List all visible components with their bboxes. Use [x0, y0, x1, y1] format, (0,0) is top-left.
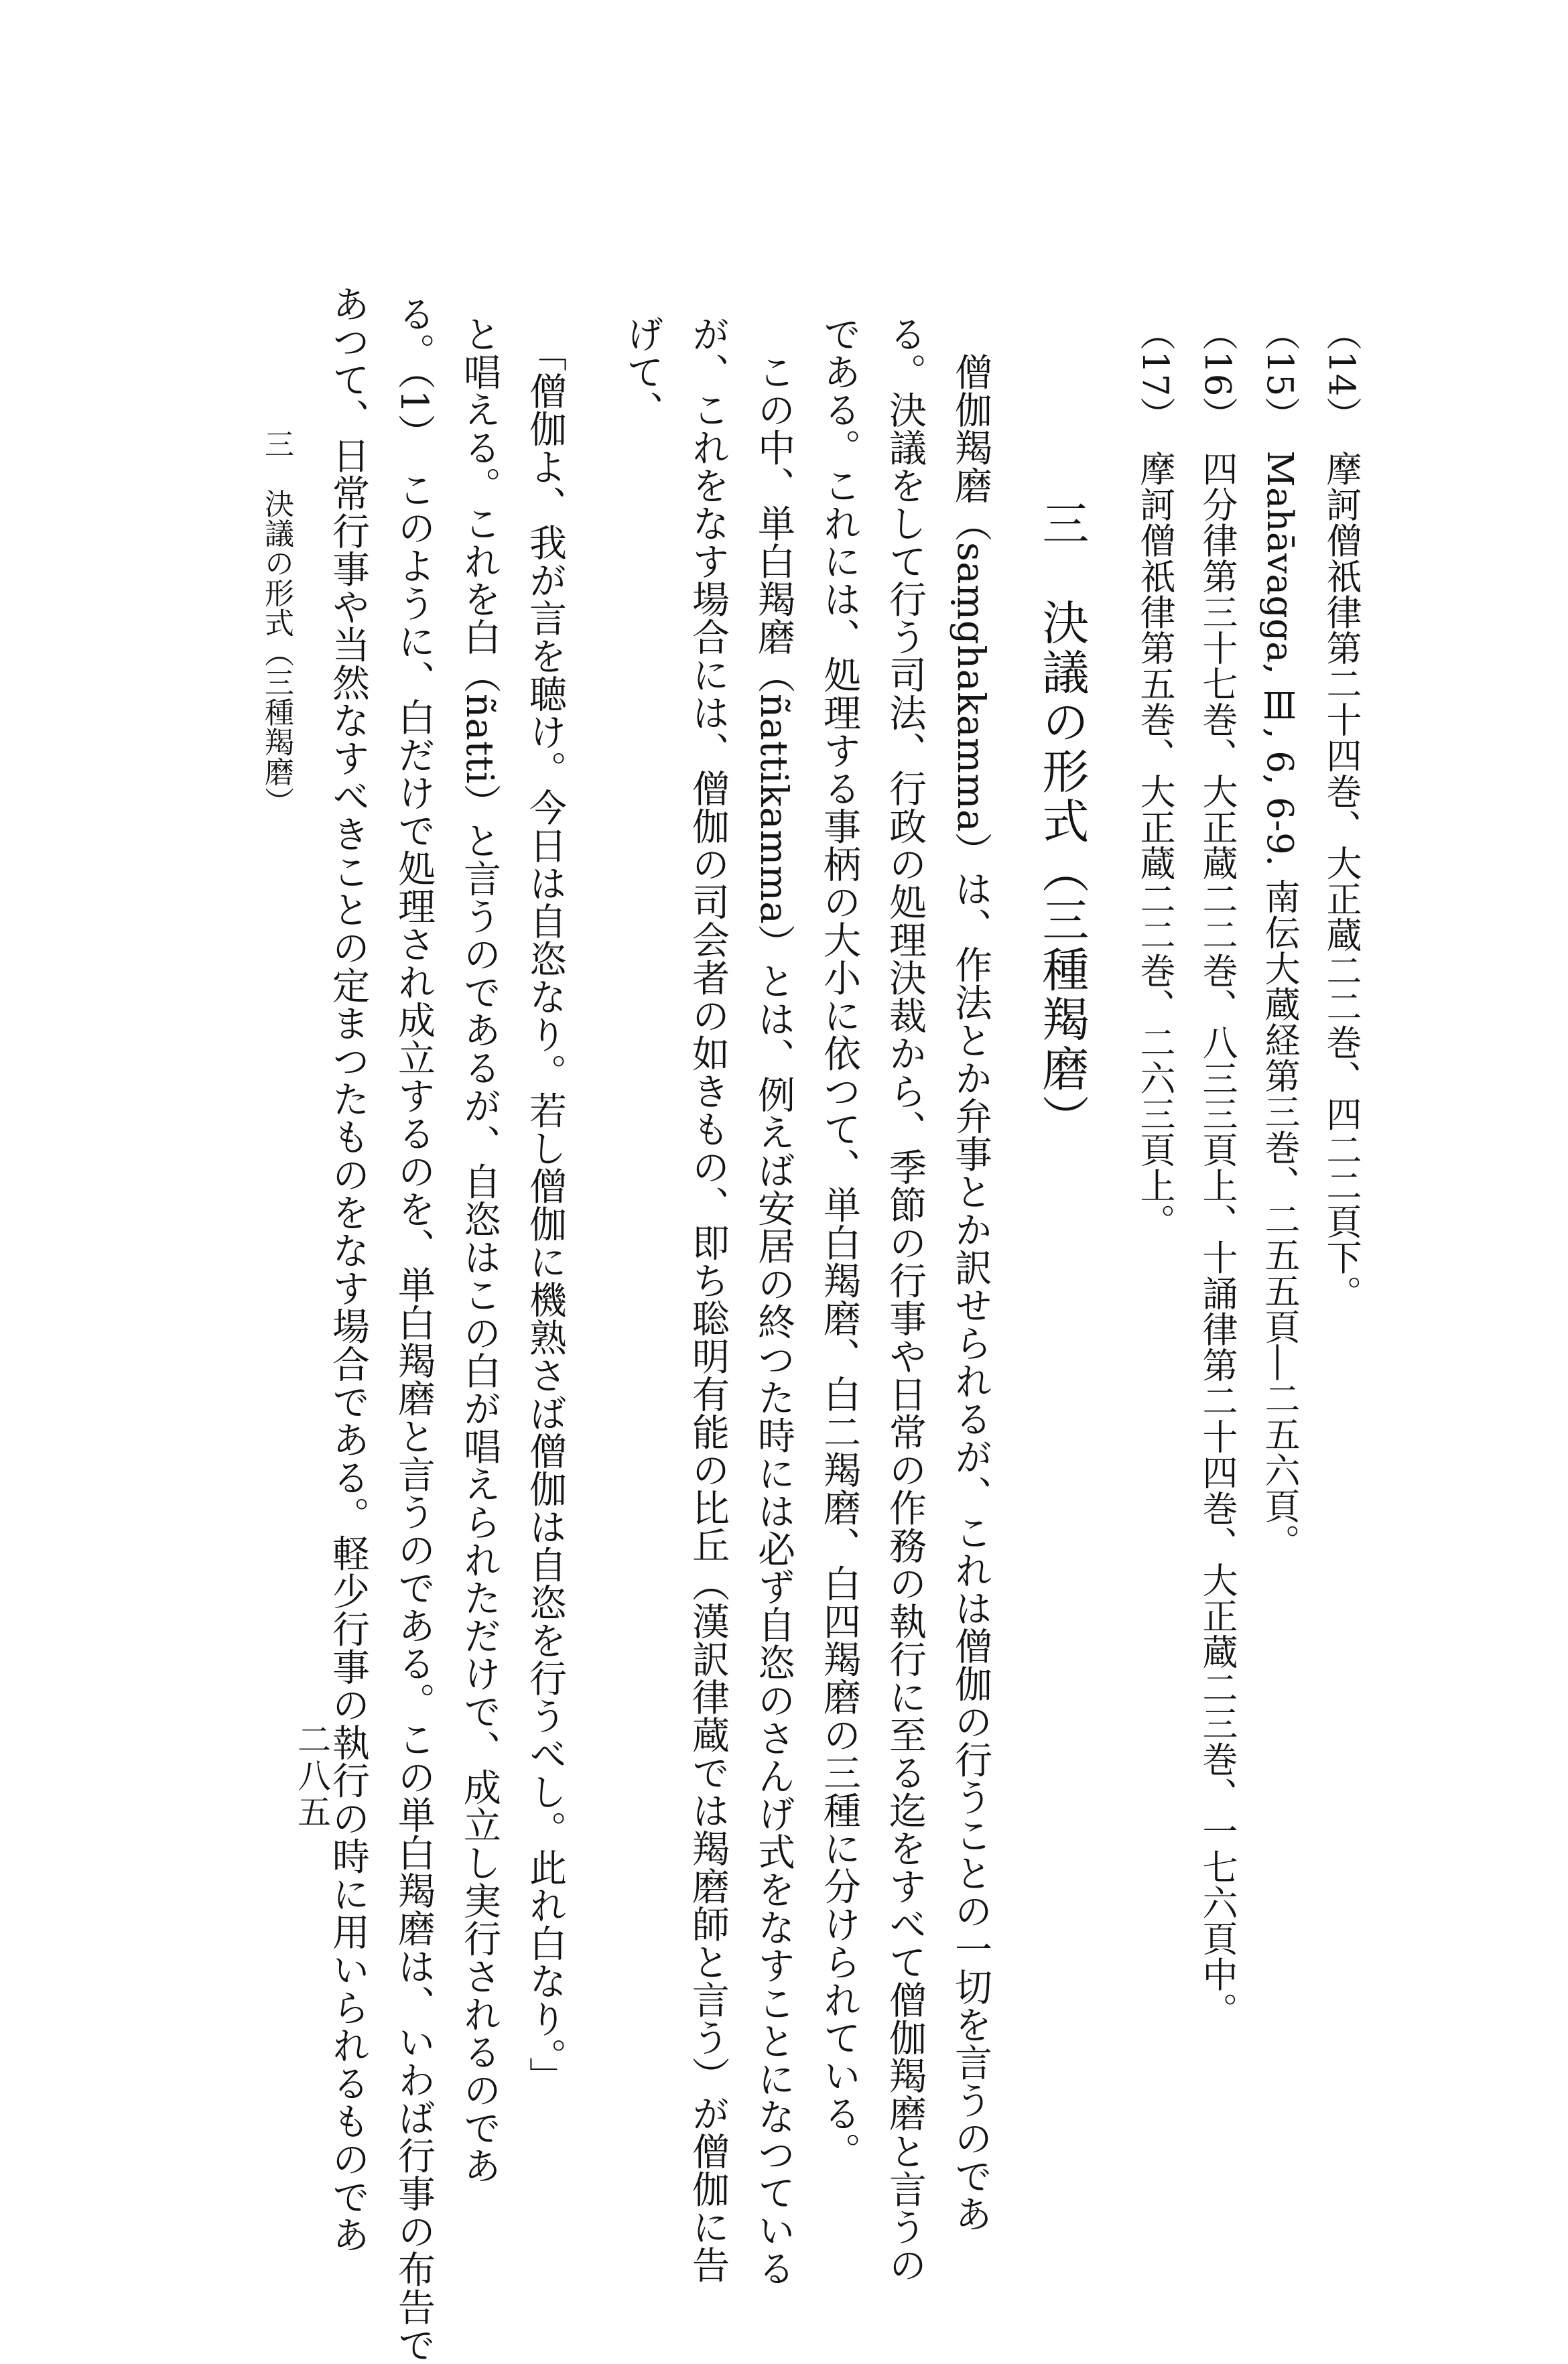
- note-15: （15） Mahāvagga, Ⅲ, 6, 6-9. 南伝大蔵経第三巻、二五五頁―二五六頁。: [1259, 315, 1300, 1560]
- running-head: 三 決議の形式（三種羯磨）: [259, 429, 293, 817]
- body-line-9: る。（1） このように、白だけで処理され成立するのを、単白羯磨と言うのである。この単白羯磨は、いわば行事の布告で: [392, 295, 436, 2364]
- body-line-5: が、これをなす場合には、僧伽の司会者の如きもの、即ち聡明有能の比丘（漢訳律蔵では羯磨師と言う）が僧伽に告: [686, 315, 730, 2284]
- body-line-7: 「僧伽よ、我が言を聴け。今日は自恣なり。若し僧伽に機熟さば僧伽は自恣を行うべし。此れ白なり。」: [523, 315, 567, 2095]
- body-line-3: である。これには、処理する事柄の大小に依つて、単白羯磨、白二羯磨、白四羯磨の三種に分けられている。: [818, 315, 861, 2170]
- body-line-2: る。決議をして行う司法、行政の処理決裁から、季節の行事や日常の作務の執行に至る迄をすべて僧伽羯磨と言うの: [883, 315, 927, 2284]
- note-14: （14） 摩訶僧祇律第二十四巻、大正蔵二二巻、四二二頁下。: [1321, 315, 1362, 1311]
- body-line-1: 僧伽羯磨（saṃghakamma）は、作法とか弁事とか訳せられるが、これは僧伽の行うことの一切を言うのであ: [949, 315, 992, 2233]
- body-line-8: と唱える。これを白（ñatti）と言うのであるが、自恣はこの白が唱えられただけで、成立し実行されるのであ: [458, 315, 501, 2185]
- note-16: （16） 四分律第三十七巻、大正蔵二二巻、八三三頁上、十誦律第二十四巻、大正蔵二三巻、一七六頁中。: [1197, 315, 1238, 2028]
- section-heading: 三 決議の形式（三種羯磨）: [1035, 499, 1090, 1144]
- body-line-10: あつて、日常行事や当然なすべきことの定まつたものをなす場合である。軽少行事の執行の時に用いられるものであ: [326, 285, 370, 2253]
- note-17: （17） 摩訶僧祇律第五巻、大正蔵二二巻、二六三頁上。: [1134, 315, 1175, 1240]
- page-number: 二八五: [292, 1722, 331, 1831]
- body-line-4: この中、単白羯磨（ñattikamma）とは、例えば安居の終つた時には必ず自恣のさんげ式をなすことになつている: [752, 315, 795, 2288]
- body-line-6: げて、: [620, 315, 664, 429]
